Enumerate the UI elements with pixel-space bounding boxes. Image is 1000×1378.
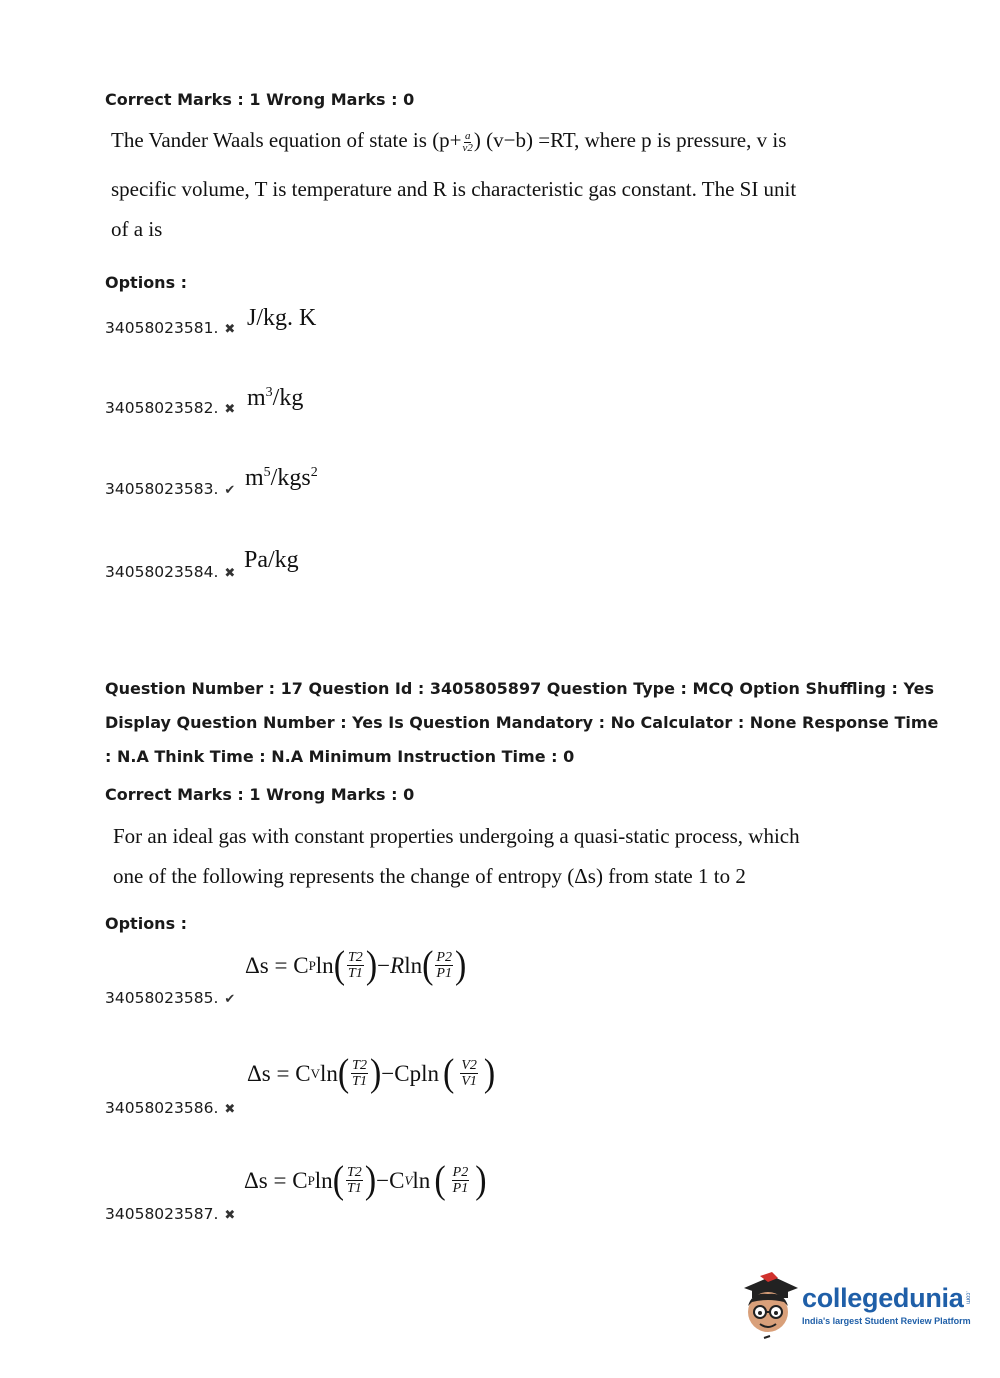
q16-frac-den: v2 bbox=[462, 141, 473, 154]
wrong-mark-icon: ✖ bbox=[224, 322, 236, 337]
q16-option-3 bbox=[105, 480, 235, 498]
unit-base: m bbox=[247, 385, 266, 411]
unit-rest: /kgs bbox=[270, 465, 311, 491]
formula-subscript: P bbox=[308, 957, 316, 973]
formula-minus: − bbox=[377, 952, 391, 978]
q17-header-line3: : N.A Think Time : N.A Minimum Instruction Time : 0 bbox=[105, 747, 575, 766]
fraction-numerator: T2 bbox=[352, 1058, 367, 1073]
mascot-icon bbox=[738, 1272, 800, 1342]
formula-ln: ln bbox=[319, 1060, 338, 1086]
unit-base: m bbox=[245, 465, 264, 491]
q16-option-2 bbox=[105, 399, 235, 417]
q17-header-line2: Display Question Number : Yes Is Question Mandatory : No Calculator : None Response Time bbox=[105, 713, 939, 732]
q16-stem-fraction bbox=[463, 131, 473, 154]
q16-stem-line1 bbox=[111, 128, 786, 154]
q16-option-4-answer: Pa/kg bbox=[244, 547, 299, 573]
unit-exponent: 5 bbox=[263, 465, 271, 480]
formula-fraction-2 bbox=[460, 1058, 478, 1089]
q17-options-label: Options : bbox=[105, 914, 188, 933]
formula-minus: − bbox=[376, 1167, 390, 1193]
q17-header-line1: Question Number : 17 Question Id : 3405805897 Question Type : MCQ Option Shuffling : Yes bbox=[105, 679, 935, 698]
q16-option-1-answer: J/kg. K bbox=[247, 305, 317, 331]
q16-option-1 bbox=[105, 319, 235, 337]
option-id: 34058023581. bbox=[105, 319, 219, 337]
logo-wordmark bbox=[802, 1283, 971, 1314]
q17-stem-line2: one of the following represents the change of entropy (Δs) from state 1 to 2 bbox=[113, 864, 746, 888]
fraction-denominator: T1 bbox=[347, 1181, 362, 1196]
q17-marks: Correct Marks : 1 Wrong Marks : 0 bbox=[105, 785, 415, 804]
brand-tagline: India's largest Student Review Platform bbox=[802, 1315, 971, 1326]
logo-text-block bbox=[802, 1283, 971, 1326]
fraction-numerator: P2 bbox=[436, 950, 452, 965]
wrong-mark-icon: ✖ bbox=[224, 1208, 236, 1223]
formula-coef: Cp bbox=[394, 1060, 422, 1086]
q17-option-1-formula: Δs = C P ln ( $\frac{T2}{T1}$ ) − R ln ( $\frac{P2}{P1}$ ) bbox=[245, 943, 467, 987]
q16-marks: Correct Marks : 1 Wrong Marks : 0 bbox=[105, 90, 415, 109]
unit-exponent-2: 2 bbox=[310, 465, 318, 480]
check-mark-icon: ✔ bbox=[224, 483, 236, 498]
collegedunia-logo[interactable] bbox=[738, 1272, 971, 1342]
check-mark-icon: ✔ bbox=[224, 992, 236, 1007]
q16-frac-num: a bbox=[464, 129, 471, 142]
formula-coef: R bbox=[390, 952, 405, 978]
formula-subscript: V bbox=[310, 1065, 320, 1081]
formula-lhs: Δs = C bbox=[247, 1060, 311, 1086]
q17-option-3-formula: Δs = C P ln ( $\frac{T2}{T1}$ ) − C V ln ( $\frac{P2}{P1}$ ) bbox=[244, 1158, 487, 1202]
formula-minus: − bbox=[381, 1060, 395, 1086]
fraction-denominator: P1 bbox=[452, 1181, 469, 1196]
formula-fraction-2 bbox=[452, 1165, 470, 1196]
fraction-numerator: P2 bbox=[452, 1165, 469, 1180]
formula-ln: ln bbox=[412, 1167, 431, 1193]
option-id: 34058023583. bbox=[105, 480, 219, 498]
formula-fraction-1 bbox=[346, 1165, 363, 1196]
formula-ln: ln bbox=[404, 952, 423, 978]
unit-rest: /kg bbox=[272, 385, 304, 411]
formula-ln: ln bbox=[421, 1060, 440, 1086]
q16-stem-part1: The Vander Waals equation of state is (p+ bbox=[111, 128, 462, 152]
formula-ln: ln bbox=[314, 1167, 333, 1193]
formula-fraction-2 bbox=[435, 950, 453, 981]
formula-lhs: Δs = C bbox=[244, 1167, 308, 1193]
option-id: 34058023585. bbox=[105, 989, 219, 1007]
fraction-denominator: T1 bbox=[352, 1074, 367, 1089]
q16-option-2-answer bbox=[247, 385, 303, 412]
formula-subscript: P bbox=[307, 1172, 315, 1188]
q17-option-2-formula: Δs = C V ln ( $\frac{T2}{T1}$ ) − Cp ln ( $\frac{V2}{V1}$ ) bbox=[247, 1051, 496, 1095]
fraction-numerator: V2 bbox=[461, 1058, 477, 1073]
fraction-denominator: V1 bbox=[461, 1074, 477, 1089]
option-id: 34058023584. bbox=[105, 563, 219, 581]
option-id: 34058023582. bbox=[105, 399, 219, 417]
q16-stem-part2: ) (v−b) =RT, where p is pressure, v is bbox=[473, 128, 787, 152]
q17-option-1 bbox=[105, 989, 235, 1007]
formula-coef: C bbox=[389, 1167, 405, 1193]
formula-coef-subscript: V bbox=[404, 1172, 413, 1188]
formula-ln: ln bbox=[315, 952, 334, 978]
q16-option-3-answer bbox=[245, 465, 318, 492]
fraction-denominator: T1 bbox=[348, 966, 363, 981]
formula-lhs: Δs = C bbox=[245, 952, 309, 978]
brand-name: collegedunia bbox=[802, 1282, 964, 1313]
fraction-numerator: T2 bbox=[347, 1165, 362, 1180]
wrong-mark-icon: ✖ bbox=[224, 402, 236, 417]
fraction-numerator: T2 bbox=[348, 950, 363, 965]
q17-stem-line1: For an ideal gas with constant properties undergoing a quasi-static process, which bbox=[113, 824, 800, 848]
option-id: 34058023586. bbox=[105, 1099, 219, 1117]
q17-option-2 bbox=[105, 1099, 235, 1117]
q17-option-3 bbox=[105, 1205, 235, 1223]
q16-option-4 bbox=[105, 563, 235, 581]
fraction-denominator: P1 bbox=[436, 966, 452, 981]
wrong-mark-icon: ✖ bbox=[224, 566, 236, 581]
option-id: 34058023587. bbox=[105, 1205, 219, 1223]
q16-options-label: Options : bbox=[105, 273, 188, 292]
wrong-mark-icon: ✖ bbox=[224, 1102, 236, 1117]
q16-stem-line3: of a is bbox=[111, 217, 163, 241]
unit-exponent: 3 bbox=[265, 385, 273, 400]
formula-fraction-1 bbox=[347, 950, 364, 981]
q16-stem-line2: specific volume, T is temperature and R is characteristic gas constant. The SI unit bbox=[111, 177, 797, 201]
brand-suffix: .com bbox=[964, 1290, 971, 1304]
formula-fraction-1 bbox=[351, 1058, 368, 1089]
